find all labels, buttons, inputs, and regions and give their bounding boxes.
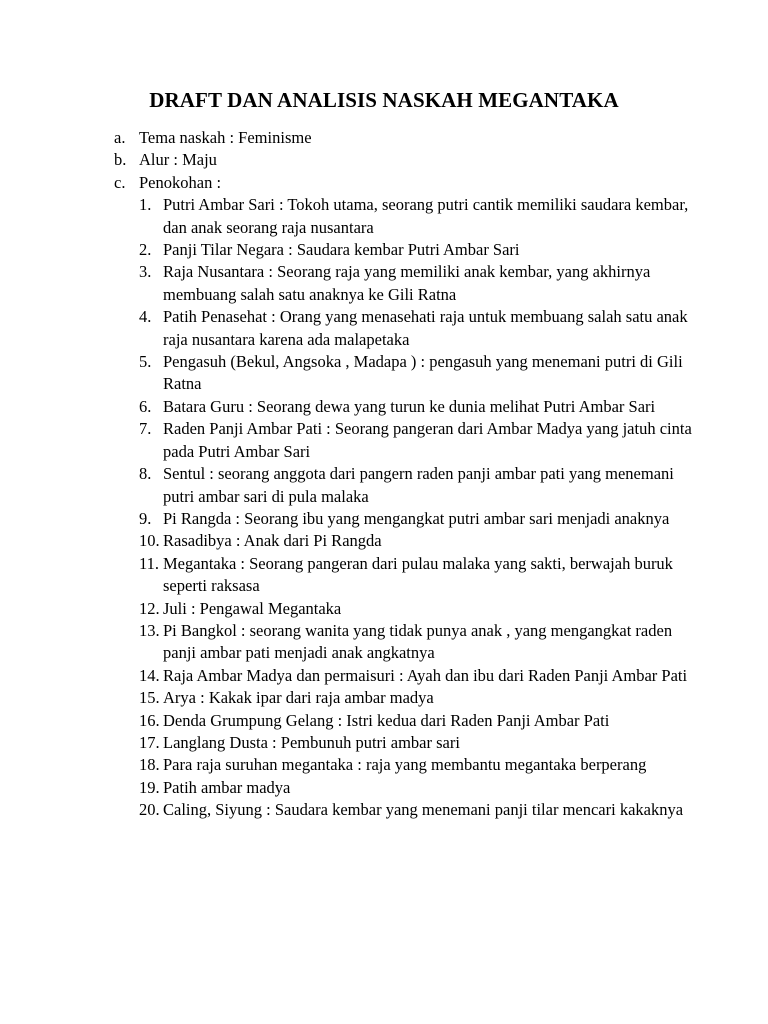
character-description: Denda Grumpung Gelang : Istri kedua dari Raden Panji Ambar Pati bbox=[163, 710, 610, 730]
list-item-plot bbox=[114, 149, 694, 171]
character-item bbox=[139, 508, 694, 530]
character-item bbox=[139, 194, 694, 239]
character-description: Megantaka : Seorang pangeran dari pulau malaka yang sakti, berwajah buruk seperti raksasa bbox=[163, 553, 673, 596]
character-item bbox=[139, 418, 694, 463]
character-number: 13. bbox=[139, 620, 160, 640]
character-description: Panji Tilar Negara : Saudara kembar Putri Ambar Sari bbox=[163, 240, 520, 260]
character-number: 10. bbox=[139, 531, 160, 551]
list-item-text: Penokohan : bbox=[139, 172, 222, 192]
character-item bbox=[139, 351, 694, 396]
character-description: Patih ambar madya bbox=[163, 777, 291, 797]
character-description: Raden Panji Ambar Pati : Seorang pangeran dari Ambar Madya yang jatuh cinta pada Putri Ambar Sari bbox=[163, 419, 692, 461]
character-number: 15. bbox=[139, 688, 160, 708]
character-description: Pi Bangkol : seorang wanita yang tidak punya anak , yang mengangkat raden panji ambar pati menjadi anak angkatnya bbox=[163, 620, 673, 663]
document-title: DRAFT DAN ANALISIS NASKAH MEGANTAKA bbox=[149, 88, 619, 112]
character-item bbox=[139, 777, 694, 799]
character-description: Pi Rangda : Seorang ibu yang mengangkat putri ambar sari menjadi anaknya bbox=[163, 508, 670, 528]
character-list bbox=[139, 194, 694, 821]
character-description: Batara Guru : Seorang dewa yang turun ke dunia melihat Putri Ambar Sari bbox=[163, 396, 656, 416]
character-item bbox=[139, 530, 694, 552]
character-item bbox=[139, 732, 694, 754]
character-description: Arya : Kakak ipar dari raja ambar madya bbox=[163, 688, 434, 708]
character-item bbox=[139, 598, 694, 620]
character-item bbox=[139, 553, 694, 598]
character-number: 18. bbox=[139, 755, 160, 775]
list-item-text: Alur : Maju bbox=[139, 150, 217, 170]
character-item bbox=[139, 306, 694, 351]
character-item bbox=[139, 620, 694, 665]
character-item bbox=[139, 665, 694, 687]
character-number: 3. bbox=[139, 262, 152, 282]
character-number: 11. bbox=[139, 553, 160, 573]
character-description: Raja Nusantara : Seorang raja yang memiliki anak kembar, yang akhirnya membuang salah satu anaknya ke Gili Ratna bbox=[163, 262, 651, 304]
character-description: Juli : Pengawal Megantaka bbox=[163, 598, 342, 618]
character-number: 20. bbox=[139, 800, 160, 820]
list-item-characterization bbox=[114, 172, 694, 822]
character-number: 4. bbox=[139, 307, 152, 327]
character-item bbox=[139, 463, 694, 508]
character-number: 1. bbox=[139, 195, 152, 215]
character-number: 19. bbox=[139, 777, 160, 797]
character-description: Para raja suruhan megantaka : raja yang membantu megantaka berperang bbox=[163, 755, 647, 775]
character-item bbox=[139, 239, 694, 261]
character-number: 7. bbox=[139, 419, 152, 439]
analysis-list bbox=[114, 127, 694, 822]
character-description: Caling, Siyung : Saudara kembar yang menemani panji tilar mencari kakaknya bbox=[163, 800, 684, 820]
list-item-theme bbox=[114, 127, 694, 149]
character-item bbox=[139, 754, 694, 776]
character-description: Putri Ambar Sari : Tokoh utama, seorang putri cantik memiliki saudara kembar, dan anak seorang raja nusantara bbox=[163, 195, 689, 237]
character-number: 17. bbox=[139, 732, 160, 752]
character-number: 8. bbox=[139, 464, 152, 484]
character-item bbox=[139, 710, 694, 732]
character-description: Raja Ambar Madya dan permaisuri : Ayah dan ibu dari Raden Panji Ambar Pati bbox=[163, 665, 688, 685]
character-number: 6. bbox=[139, 396, 152, 416]
character-number: 14. bbox=[139, 665, 160, 685]
character-item bbox=[139, 261, 694, 306]
character-number: 16. bbox=[139, 710, 160, 730]
character-item bbox=[139, 396, 694, 418]
character-number: 5. bbox=[139, 352, 152, 372]
list-marker: c. bbox=[114, 172, 126, 192]
character-number: 12. bbox=[139, 598, 160, 618]
character-description: Pengasuh (Bekul, Angsoka , Madapa ) : pengasuh yang menemani putri di Gili Ratna bbox=[163, 352, 683, 394]
character-description: Patih Penasehat : Orang yang menasehati raja untuk membuang salah satu anak raja nusantara karena ada malapetaka bbox=[163, 307, 688, 349]
character-description: Sentul : seorang anggota dari pangern raden panji ambar pati yang menemani putri ambar sari di pula malaka bbox=[163, 464, 674, 506]
character-description: Rasadibya : Anak dari Pi Rangda bbox=[163, 531, 382, 551]
character-number: 2. bbox=[139, 240, 152, 260]
character-number: 9. bbox=[139, 508, 152, 528]
list-marker: a. bbox=[114, 128, 126, 147]
character-item bbox=[139, 799, 694, 821]
character-item bbox=[139, 687, 694, 709]
list-item-text: Tema naskah : Feminisme bbox=[139, 128, 312, 147]
character-description: Langlang Dusta : Pembunuh putri ambar sari bbox=[163, 732, 460, 752]
list-marker: b. bbox=[114, 150, 127, 170]
